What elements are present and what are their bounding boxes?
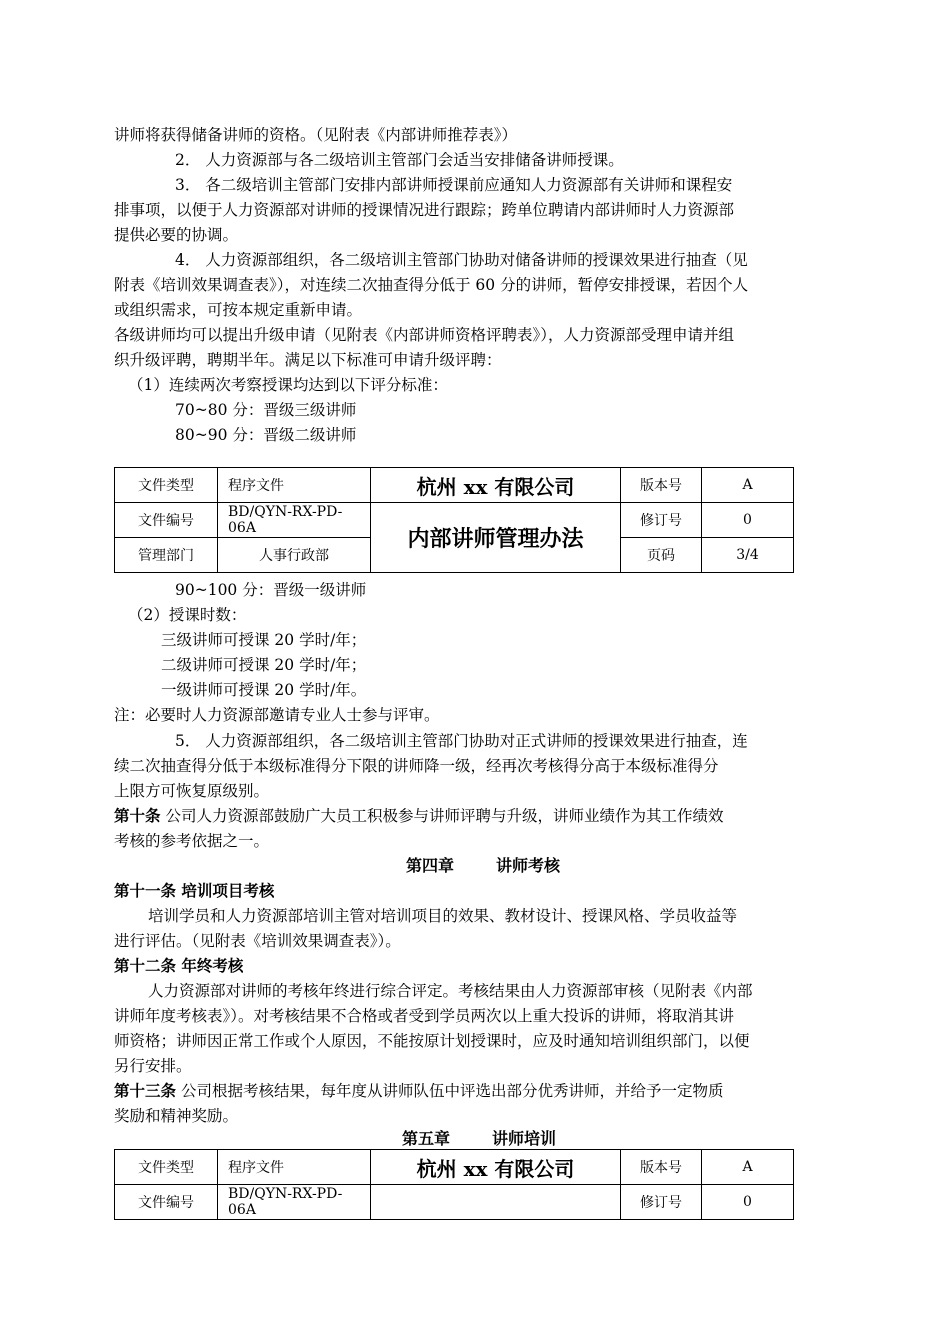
chapter-number: 第四章 [406,856,455,875]
page-label: 页码 [621,538,702,573]
body-line: 5． 人力资源部组织，各二级培训主管部门协助对正式讲师的授课效果进行抽查，连 [175,732,748,750]
doc-no-value: BD/QYN-RX-PD-06A [218,1185,371,1220]
article-13 [114,1081,723,1101]
page-value: 3/4 [702,538,794,573]
revision-label: 修订号 [621,1185,702,1220]
body-line: 或组织需求，可按本规定重新申请。 [114,301,363,319]
article-10-text: 公司人力资源部鼓励广大员工积极参与讲师评聘与升级，讲师业绩作为其工作绩效 [165,807,724,825]
doc-no-value: BD/QYN-RX-PD-06A [218,503,371,538]
company-name: 杭州 xx 有限公司 [371,468,621,503]
body-line: 2． 人力资源部与各二级培训主管部门会适当安排储备讲师授课。 [175,151,624,169]
document-header-table [114,1149,794,1220]
body-line: 三级讲师可授课 20 学时/年； [161,631,367,649]
body-line: 另行安排。 [114,1057,192,1075]
chapter-5-heading [402,1129,556,1149]
dept-value: 人事行政部 [218,538,371,573]
body-line: 上限方可恢复原级别。 [114,782,270,800]
body-line: 培训学员和人力资源部培训主管对培训项目的效果、教材设计、授课风格、学员收益等 [148,907,738,925]
body-line: 进行评估。（见附表《培训效果调查表》）。 [114,932,401,950]
article-13-label: 第十三条 [114,1081,177,1100]
dept-label: 管理部门 [115,538,218,573]
chapter-name: 讲师培训 [492,1129,557,1148]
document-header-table [114,467,794,573]
body-line: 提供必要的协调。 [114,226,239,244]
body-line: （2）授课时数： [128,606,247,624]
body-line: 织升级评聘，聘期半年。满足以下标准可申请升级评聘： [114,351,502,369]
body-line: 70~80 分：晋级三级讲师 [175,401,357,419]
body-line: 讲师年度考核表》）。对考核结果不合格或者受到学员两次以上重大投诉的讲师，将取消其讲 [114,1007,735,1025]
body-line: 各级讲师均可以提出升级申请（见附表《内部讲师资格评聘表》），人力资源部受理申请并组 [114,326,735,344]
body-line: 续二次抽查得分低于本级标准得分下限的讲师降一级，经再次考核得分高于本级标准得分 [114,757,719,775]
revision-value: 0 [702,1185,794,1220]
version-label: 版本号 [621,468,702,503]
article-10-label: 第十条 [114,806,161,825]
body-line: 一级讲师可授课 20 学时/年。 [161,681,367,699]
doc-type-label: 文件类型 [115,468,218,503]
company-name: 杭州 xx 有限公司 [371,1150,621,1185]
document-title: 内部讲师管理办法 [371,503,621,573]
revision-label: 修订号 [621,503,702,538]
body-line: 排事项，以便于人力资源部对讲师的授课情况进行跟踪；跨单位聘请内部讲师时人力资源部 [114,201,735,219]
body-line: 奖励和精神奖励。 [114,1107,239,1125]
body-line: 考核的参考依据之一。 [114,832,270,850]
document-title-cell [371,1185,621,1220]
article-12-heading: 第十二条 年终考核 [114,956,244,975]
article-11-heading: 第十一条 培训项目考核 [114,881,275,900]
body-line: 人力资源部对讲师的考核年终进行综合评定。考核结果由人力资源部审核（见附表《内部 [148,982,753,1000]
revision-value: 0 [702,503,794,538]
chapter-number: 第五章 [402,1129,451,1148]
doc-type-value: 程序文件 [218,468,371,503]
doc-no-label: 文件编号 [115,1185,218,1220]
chapter-name: 讲师考核 [496,856,561,875]
version-label: 版本号 [621,1150,702,1185]
doc-type-value: 程序文件 [218,1150,371,1185]
body-line: 4． 人力资源部组织，各二级培训主管部门协助对储备讲师的授课效果进行抽查（见 [175,251,748,269]
version-value: A [702,1150,794,1185]
article-13-text: 公司根据考核结果，每年度从讲师队伍中评选出部分优秀讲师，并给予一定物质 [180,1082,724,1100]
body-line: 师资格；讲师因正常工作或个人原因，不能按原计划授课时，应及时通知培训组织部门，以便 [114,1032,750,1050]
doc-no-label: 文件编号 [115,503,218,538]
doc-type-label: 文件类型 [115,1150,218,1185]
body-line: （1）连续两次考察授课均达到以下评分标准： [128,376,448,394]
version-value: A [702,468,794,503]
body-line: 注：必要时人力资源部邀请专业人士参与评审。 [114,706,440,724]
body-line: 3． 各二级培训主管部门安排内部讲师授课前应通知人力资源部有关讲师和课程安 [175,176,733,194]
body-line: 讲师将获得储备讲师的资格。（见附表《内部讲师推荐表》） [114,126,518,144]
chapter-4-heading [406,856,560,876]
body-line: 附表《培训效果调查表》），对连续二次抽查得分低于 60 分的讲师，暂停安排授课，若因个人 [114,276,749,294]
body-line: 80~90 分：晋级二级讲师 [175,426,357,444]
body-line: 90~100 分：晋级一级讲师 [175,581,367,599]
body-line: 二级讲师可授课 20 学时/年； [161,656,367,674]
article-10 [114,806,723,826]
